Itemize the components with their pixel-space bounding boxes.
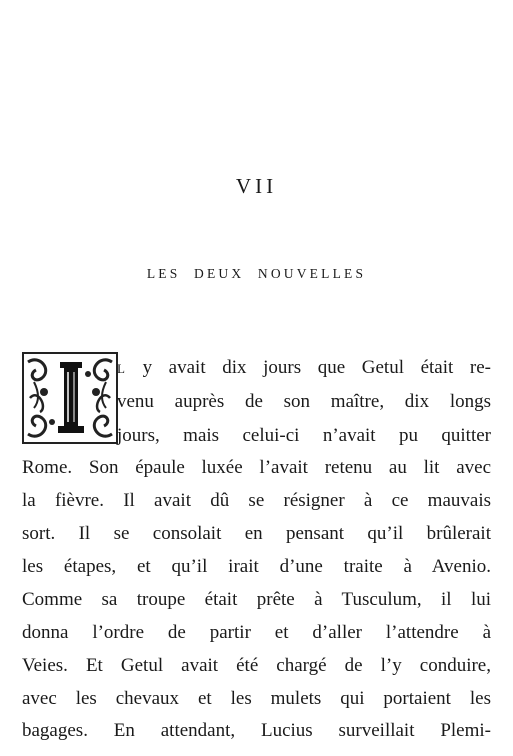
text-line: sort. Il se consolait en pensant qu’il brûlerait <box>22 523 491 544</box>
text-line: Comme sa troupe était prête à Tusculum, il lui <box>22 589 491 610</box>
ornate-dropcap-icon <box>22 352 118 444</box>
text-line: bagages. En attendant, Lucius surveillait Plemi- <box>22 720 491 741</box>
text-line: donna l’ordre de partir et d’aller l’attendre à <box>22 622 491 643</box>
text-line-content: y avait dix jours que Getul était re- <box>125 357 491 378</box>
text-line: la fièvre. Il avait dû se résigner à ce mauvais <box>22 490 491 511</box>
text-line: Veies. Et Getul avait été chargé de l’y conduire, <box>22 655 491 676</box>
chapter-number: VII <box>235 174 278 198</box>
text-line: venu auprès de son maître, dix longs <box>117 391 491 412</box>
text-line: avec les chevaux et les mulets qui portaient les <box>22 688 491 709</box>
text-line: jours, mais celui-ci n’avait pu quitter <box>117 425 491 446</box>
first-line-lead: L <box>117 361 126 376</box>
text-line: Rome. Son épaule luxée l’avait retenu au lit avec <box>22 457 491 478</box>
text-line <box>117 356 491 381</box>
text-line: les étapes, et qu’il irait d’une traite à Avenio. <box>22 556 491 577</box>
chapter-title: LES DEUX NOUVELLES <box>146 266 367 281</box>
